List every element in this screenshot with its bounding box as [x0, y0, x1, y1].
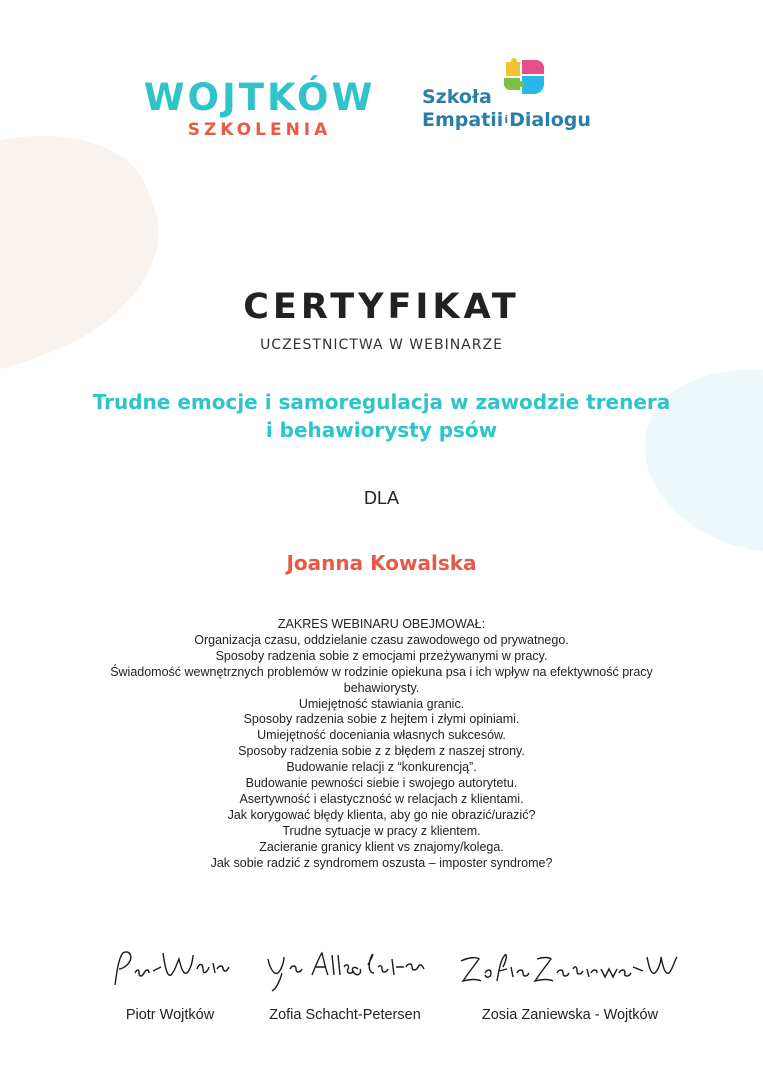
- signature-block-3: [440, 945, 700, 1023]
- for-label: DLA: [363, 488, 399, 508]
- logo-szkola-empatii: [420, 58, 620, 138]
- scope-heading: ZAKRES WEBINARU OBEJMOWAŁ:: [277, 617, 486, 631]
- logo-szkola-line1: Szkoła: [422, 86, 492, 108]
- signature-name-2: Zofia Schacht-Petersen: [269, 1007, 421, 1023]
- background-blob-left: [0, 95, 189, 404]
- scope-item: Świadomość wewnętrznych problemów w rodzinie opiekuna psa i ich wpływ na efektywność pracy: [110, 664, 653, 679]
- scope-item: Zacieranie granicy klient vs znajomy/kolega.: [259, 839, 504, 854]
- signature-name-1: Piotr Wojtków: [125, 1007, 215, 1023]
- webinar-scope: [50, 617, 713, 872]
- scope-item: Budowanie relacji z “konkurencją”.: [286, 760, 477, 775]
- course-title: [40, 388, 723, 444]
- scope-item: behawiorysty.: [343, 680, 420, 695]
- signature-block-1: [90, 945, 250, 1023]
- scope-item: Sposoby radzenia sobie z hejtem i złymi opiniami.: [243, 712, 520, 727]
- scope-item: Trudne sytuacje w pracy z klientem.: [282, 823, 481, 838]
- course-title-line2: i behawiorysty psów: [265, 418, 498, 442]
- scope-item: Jak korygować błędy klienta, aby go nie obrazić/urazić?: [227, 807, 536, 822]
- handwritten-signature-3: [455, 945, 685, 995]
- signature-name-3: Zosia Zaniewska - Wojtków: [481, 1007, 659, 1023]
- scope-item: Umiejętność stawiania granic.: [298, 696, 465, 711]
- logo-szkola-empatii-text: Empatii: [422, 109, 504, 131]
- background-blob-right: [624, 342, 763, 578]
- logo-szkola-i-text: i: [504, 113, 509, 126]
- logo-wojtkow-text: WOJTKÓW: [143, 76, 376, 119]
- scope-item: Sposoby radzenia sobie z emocjami przeżywanymi w pracy.: [215, 648, 548, 663]
- puzzle-head-icon: [500, 58, 548, 98]
- scope-item: Budowanie pewności siebie i swojego autorytetu.: [245, 776, 518, 791]
- logo-wojtkow-szkolenia: [137, 78, 382, 140]
- recipient-name: Joanna Kowalska: [286, 551, 477, 575]
- certificate-subtitle: UCZESTNICTWA W WEBINARZE: [260, 337, 503, 353]
- scope-item: Organizacja czasu, oddzielanie czasu zawodowego od prywatnego.: [194, 632, 569, 647]
- logo-szkola-dialogu-text: Dialogu: [509, 109, 591, 131]
- scope-item: Asertywność i elastyczność w relacjach z klientami.: [239, 791, 524, 806]
- certificate-title: CERTYFIKAT: [243, 287, 520, 327]
- handwritten-signature-1: [105, 945, 235, 995]
- scope-item: Jak sobie radzić z syndromem oszusta – imposter syndrome?: [210, 855, 553, 870]
- scope-item: Sposoby radzenia sobie z z błędem z naszej strony.: [238, 744, 525, 759]
- course-title-line1: Trudne emocje i samoregulacja w zawodzie trenera: [92, 390, 671, 414]
- handwritten-signature-2: [260, 945, 430, 995]
- logo-szkola-line2: [422, 109, 591, 131]
- logo-szkolenia-text: SZKOLENIA: [187, 120, 332, 140]
- scope-item: Umiejętność doceniania własnych sukcesów.: [257, 728, 506, 743]
- signature-block-2: [255, 945, 435, 1023]
